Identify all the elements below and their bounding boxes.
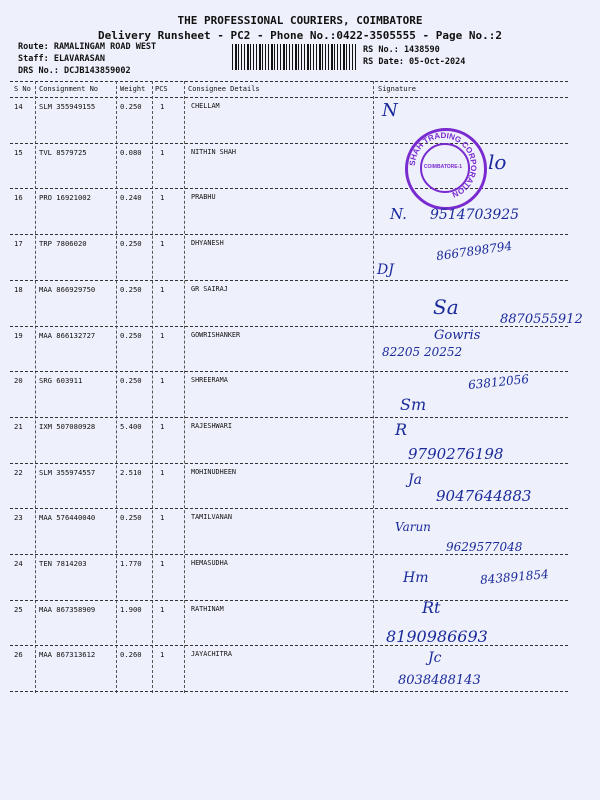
row-consignment: MAA 576440040 <box>39 513 96 523</box>
row-consignee: GR SAIRAJ <box>191 284 228 293</box>
row-consignment: MAA 866929750 <box>39 284 96 294</box>
rs-number: RS No.: 1438590 <box>363 45 440 55</box>
handwritten-phone: 8038488143 <box>398 673 481 688</box>
row-weight: 0.250 <box>120 284 142 294</box>
row-separator <box>10 143 568 144</box>
handwritten-phone: 8870555912 <box>500 312 583 327</box>
row-sno: 20 <box>14 376 23 386</box>
col-signature: Signature <box>378 85 416 93</box>
row-separator <box>10 280 568 281</box>
rs-date: RS Date: 05-Oct-2024 <box>363 57 466 67</box>
row-consignment: SLM 355974557 <box>39 467 96 477</box>
signature-mark: Rt <box>422 598 441 617</box>
row-separator <box>10 691 568 692</box>
row-weight: 0.260 <box>120 650 142 660</box>
row-sno: 22 <box>14 467 23 477</box>
runsheet-subtitle: Delivery Runsheet - PC2 - Phone No.:0422-3505555 - Page No.:2 <box>98 29 502 42</box>
handwritten-phone: 82205 20252 <box>382 345 463 359</box>
row-weight: 1.900 <box>120 604 142 614</box>
drs-number: DRS No.: DCJB143859002 <box>18 66 131 76</box>
staff: Staff: ELAVARASAN <box>18 54 105 64</box>
handwritten-phone: 843891854 <box>479 567 550 587</box>
signature-mark: lo <box>488 150 507 174</box>
barcode <box>232 44 356 70</box>
row-separator <box>10 554 568 555</box>
row-consignee: RATHINAM <box>191 604 224 613</box>
row-weight: 2.510 <box>120 467 142 477</box>
row-pcs: 1 <box>160 284 165 294</box>
row-pcs: 1 <box>160 239 165 249</box>
row-sno: 25 <box>14 604 23 614</box>
row-consignment: MAA 867313612 <box>39 650 96 660</box>
col-sno: S No <box>14 85 31 93</box>
row-separator <box>10 508 568 509</box>
signature-mark: Hm <box>403 570 429 586</box>
row-consignee: SHREERAMA <box>191 376 228 385</box>
row-consignee: NITHIN SHAH <box>191 147 237 156</box>
row-pcs: 1 <box>160 559 165 568</box>
handwritten-phone: 8667898794 <box>435 238 513 264</box>
signature-mark: N. <box>390 205 407 223</box>
row-consignment: PRO 16921002 <box>39 193 91 203</box>
row-weight: 0.240 <box>120 193 142 203</box>
handwritten-phone: 9629577048 <box>446 540 523 554</box>
signature-mark: Sm <box>400 395 427 414</box>
row-separator <box>10 188 568 189</box>
row-sno: 19 <box>14 330 23 340</box>
handwritten-phone: 9047644883 <box>436 487 532 505</box>
row-consignment: TVL 8579725 <box>39 147 87 157</box>
col-weight: Weight <box>120 85 146 93</box>
row-separator <box>10 234 568 235</box>
row-pcs: 1 <box>160 513 165 523</box>
handwritten-phone: 9514703925 <box>430 207 520 223</box>
handwritten-phone: 8190986693 <box>386 627 488 646</box>
row-sno: 16 <box>14 193 23 203</box>
row-pcs: 1 <box>160 102 165 111</box>
row-sno: 21 <box>14 421 23 431</box>
row-sno: 26 <box>14 650 23 660</box>
handwritten-phone: 63812056 <box>467 371 530 393</box>
seal-inner-text: COIMBATORE-1 <box>423 164 463 170</box>
signature-mark: R <box>395 420 408 439</box>
row-sno: 18 <box>14 284 23 294</box>
row-weight: 0.250 <box>120 376 142 386</box>
row-pcs: 1 <box>160 376 165 386</box>
row-sno: 17 <box>14 239 23 249</box>
header-rule-bottom <box>10 97 568 98</box>
row-consignment: MAA 866132727 <box>39 330 96 340</box>
row-weight: 0.250 <box>120 239 142 249</box>
col-consignee: Consignee Details <box>188 85 260 93</box>
column-divider <box>152 81 153 693</box>
column-divider <box>184 81 185 693</box>
row-sno: 23 <box>14 513 23 523</box>
row-consignee: CHELLAM <box>191 102 220 110</box>
row-consignment: SRG 603911 <box>39 376 83 386</box>
row-sno: 15 <box>14 147 23 157</box>
row-separator <box>10 326 568 327</box>
row-pcs: 1 <box>160 421 165 431</box>
company-seal <box>405 128 487 210</box>
handwritten-phone: 9790276198 <box>408 445 504 463</box>
row-pcs: 1 <box>160 193 165 203</box>
row-consignment: IXM 507080928 <box>39 421 96 431</box>
row-consignee: JAYACHITRA <box>191 650 232 659</box>
handwritten-name: Gowris <box>434 328 481 343</box>
signature-mark: N <box>382 100 398 121</box>
col-consignment: Consignment No <box>39 85 99 93</box>
row-weight: 5.400 <box>120 421 142 431</box>
route: Route: RAMALINGAM ROAD WEST <box>18 42 157 52</box>
row-separator <box>10 600 568 601</box>
column-divider <box>35 81 36 693</box>
row-consignee: HEMASUDHA <box>191 559 228 567</box>
row-weight: 0.250 <box>120 330 142 340</box>
row-weight: 0.250 <box>120 102 142 111</box>
row-consignee: DHYANESH <box>191 239 224 248</box>
row-consignee: TAMILVANAN <box>191 513 232 522</box>
signature-mark: DJ <box>377 262 394 278</box>
row-consignee: GOWRISHANKER <box>191 330 241 339</box>
seal-text <box>405 128 481 204</box>
row-weight: 1.770 <box>120 559 142 568</box>
row-separator <box>10 371 568 372</box>
row-pcs: 1 <box>160 650 165 660</box>
row-consignee: MOHINUDHEEN <box>191 467 237 476</box>
signature-mark: Ja <box>408 472 422 488</box>
signature-mark: Sa <box>433 295 459 319</box>
row-weight: 0.250 <box>120 513 142 523</box>
column-divider <box>116 81 117 693</box>
column-divider <box>373 81 374 693</box>
signature-mark: Jc <box>428 650 442 666</box>
row-weight: 0.080 <box>120 147 142 157</box>
row-sno: 24 <box>14 559 23 568</box>
header-rule-top <box>10 81 568 82</box>
row-pcs: 1 <box>160 330 165 340</box>
row-consignee: PRABHU <box>191 193 216 202</box>
row-consignment: TRP 7806020 <box>39 239 87 249</box>
seal-outer-text: SHAH TRADING CORPORATION <box>407 130 479 200</box>
row-separator <box>10 417 568 418</box>
row-sno: 14 <box>14 102 23 111</box>
row-consignment: TEN 7814203 <box>39 559 87 568</box>
row-pcs: 1 <box>160 467 165 477</box>
company-title: THE PROFESSIONAL COURIERS, COIMBATORE <box>177 14 423 27</box>
row-consignment: SLM 355949155 <box>39 102 96 111</box>
row-pcs: 1 <box>160 147 165 157</box>
col-pcs: PCS <box>155 85 168 93</box>
row-pcs: 1 <box>160 604 165 614</box>
handwritten-name: Varun <box>395 520 431 534</box>
row-consignee: RAJESHWARI <box>191 421 232 430</box>
row-consignment: MAA 867358909 <box>39 604 96 614</box>
